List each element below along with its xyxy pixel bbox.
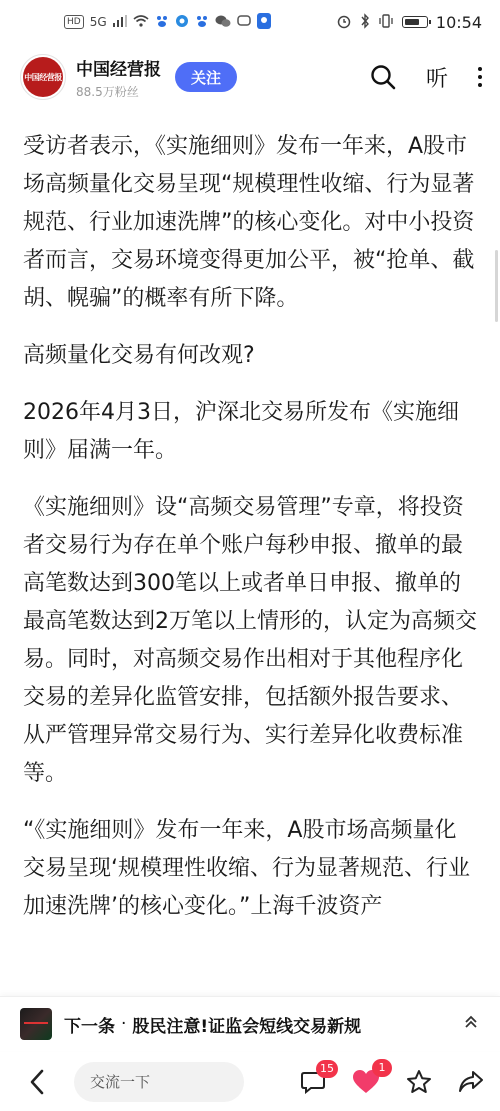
account-name[interactable]: 中国经营报: [76, 59, 161, 80]
article-subheading: 高频量化交易有何改观?: [23, 343, 255, 368]
comment-button[interactable]: [300, 1062, 334, 1094]
signal-icon: [113, 15, 127, 29]
scrollbar-thumb[interactable]: [495, 250, 498, 322]
like-button[interactable]: [352, 1061, 386, 1095]
back-arrow-icon[interactable]: [22, 1069, 52, 1095]
paw-app-icon: [155, 14, 169, 30]
status-bar: [0, 0, 500, 44]
paw-app-icon-2: [195, 14, 209, 30]
search-icon[interactable]: [370, 64, 396, 90]
bottom-actions: [300, 1061, 484, 1095]
signal-5g-label: 5G: [89, 15, 107, 29]
bluetooth-icon: [360, 13, 370, 31]
status-left: [64, 13, 271, 31]
next-article-separator: ·: [121, 1014, 127, 1034]
hd-indicator: HD: [64, 15, 84, 29]
share-icon: [458, 1070, 484, 1094]
alarm-icon: [336, 13, 352, 31]
status-time: 10:54: [435, 12, 482, 32]
expand-up-icon[interactable]: [462, 1013, 480, 1035]
vibrate-icon: [378, 13, 394, 31]
article-paragraph: 受访者表示，《实施细则》发布一年来，A股市场高频量化交易呈现“规模理性收缩、行为显著规范、行业加速洗牌”的核心变化。对中小投资者而言，交易环境变得更加公平，被“抢单、截胡、幌骗”的概率有所下降。: [23, 134, 475, 311]
more-options-icon[interactable]: [478, 67, 482, 87]
comment-count-badge: 15: [316, 1060, 338, 1078]
logo-text: 中国经营报: [24, 72, 62, 82]
bulb-app-icon: [257, 13, 271, 31]
browser-app-icon: [175, 14, 189, 30]
battery-icon: [402, 16, 428, 28]
chat-app-icon: [237, 14, 251, 30]
newspaper-logo: [23, 57, 63, 97]
article-paragraph: 2026年4月3日，沪深北交易所发布《实施细则》届满一年。: [23, 400, 459, 463]
status-right: [336, 13, 482, 32]
comment-input[interactable]: 交流一下: [74, 1062, 244, 1102]
next-article-title[interactable]: 股民注意!证监会短线交易新规: [132, 1016, 362, 1037]
next-article-thumbnail: [20, 1008, 52, 1040]
account-avatar[interactable]: [20, 54, 66, 100]
next-article-bar[interactable]: [0, 996, 500, 1051]
article-paragraph: 《实施细则》设“高频交易管理”专章，将投资者交易行为存在单个账户每秒申报、撤单的最高笔数达到300笔以上或者单日申报、撤单的最高笔数达到2万笔以上情形的，认定为高频交易。同时，对高频交易作出相对于其他程序化交易的差异化监管安排，包括额外报告要求、从严管理异常交易行为、实行差异化收费标准等。: [23, 495, 477, 786]
article-paragraph: “《实施细则》发布一年来，A股市场高频量化交易呈现‘规模理性收缩、行为显著规范、行业加速洗牌’的核心变化。”上海千波资产: [23, 818, 470, 919]
favorite-button[interactable]: [406, 1069, 432, 1095]
bottom-action-bar: [0, 1052, 500, 1111]
wechat-icon: [215, 14, 231, 30]
share-button[interactable]: [458, 1070, 484, 1094]
next-article-label: 下一条: [64, 1016, 115, 1037]
star-icon: [406, 1069, 432, 1095]
header-actions: [370, 62, 482, 93]
listen-button[interactable]: 听: [425, 66, 448, 92]
wifi-icon: [133, 15, 149, 29]
follow-button[interactable]: 关注: [175, 62, 237, 92]
fans-count: 88.5万粉丝: [76, 84, 139, 99]
article-body: [23, 128, 478, 990]
account-info[interactable]: [76, 55, 161, 100]
article-header: [0, 48, 500, 106]
like-count-badge: 1: [372, 1059, 392, 1077]
